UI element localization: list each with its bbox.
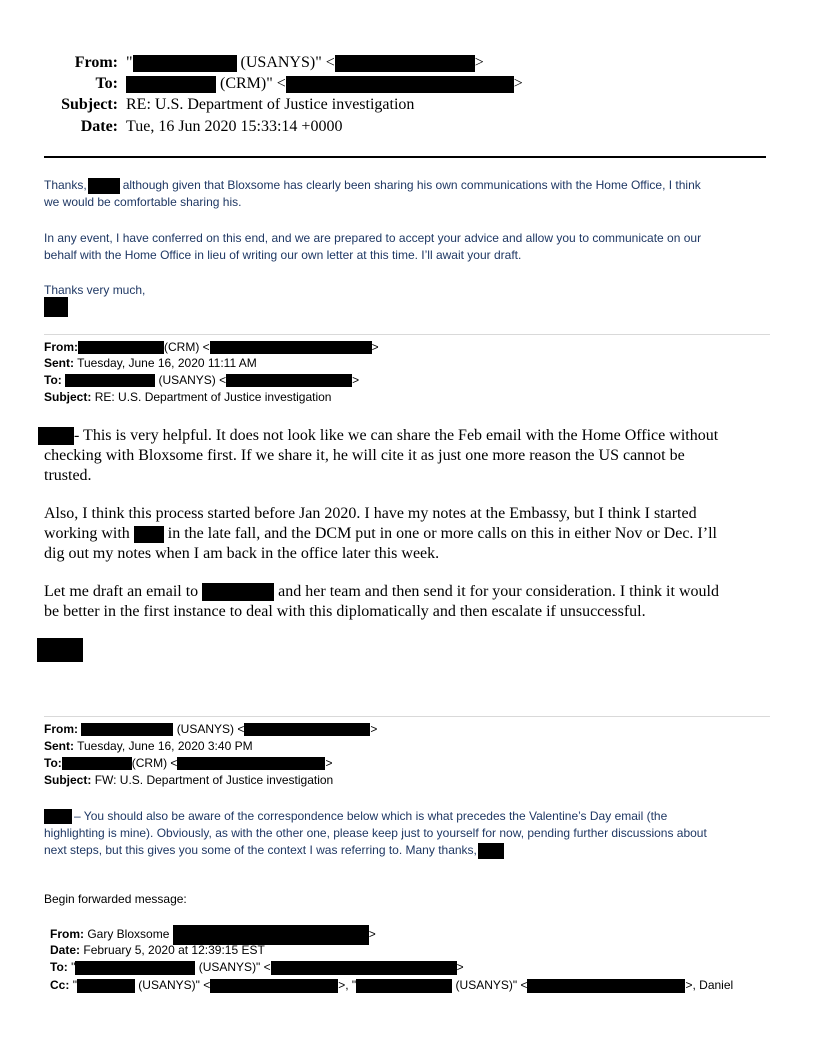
header-from-row: From: " (USANYS)" < > xyxy=(0,52,484,74)
msg2-p2-l1: Also, I think this process started before Jan 2020. I have my notes at the Embassy, but I think I started xyxy=(44,505,697,522)
reply1-closing: Thanks very much, xyxy=(44,283,146,297)
msg3-line2: highlighting is mine). Obviously, as with the other one, please keep just to yourself for now, pending further discussions about xyxy=(44,826,707,840)
reply1-para2-line1: In any event, I have conferred on this end, and we are prepared to accept your advice and allow you to communicate on our xyxy=(44,231,702,245)
redaction xyxy=(78,341,164,354)
msg3-from-row: From: (USANYS) < > xyxy=(44,722,378,736)
msg2-p2-l3: dig out my notes when I am back in the office later this week. xyxy=(44,545,440,562)
redaction xyxy=(177,757,325,770)
redaction xyxy=(75,961,195,975)
reply1-line1: Thanks, although given that Bloxsome has clearly been sharing his own communications with the Home Office, I think xyxy=(44,178,701,192)
msg2-p1-l3: trusted. xyxy=(44,467,92,484)
msg3-line1: – You should also be aware of the correspondence below which is what precedes the Valentine’s Day email (the xyxy=(44,808,667,825)
msg2-subject-row: Subject: RE: U.S. Department of Justice investigation xyxy=(44,390,332,404)
redaction xyxy=(226,374,352,387)
redaction xyxy=(271,961,457,975)
fwd-date-row: Date: February 5, 2020 at 12:39:15 EST xyxy=(50,943,265,957)
redaction xyxy=(65,374,155,387)
redaction xyxy=(134,526,164,543)
redaction xyxy=(38,427,74,445)
to-label: To: xyxy=(95,75,118,92)
forwarded-intro: Begin forwarded message: xyxy=(44,892,187,906)
signature-redaction xyxy=(37,638,83,662)
msg3-sent-row: Sent: Tuesday, June 16, 2020 3:40 PM xyxy=(44,739,253,753)
redaction xyxy=(478,843,504,859)
redaction xyxy=(286,76,514,93)
header-divider xyxy=(44,156,766,158)
redaction xyxy=(356,979,452,993)
msg3-subject-row: Subject: FW: U.S. Department of Justice investigation xyxy=(44,773,334,787)
redaction xyxy=(126,76,216,93)
msg2-p1-l1: - This is very helpful. It does not look like we can share the Feb email with the Home Office without xyxy=(38,426,718,446)
msg2-p3-l2: be better in the first instance to deal with this diplomatically and then escalate if unsuccessful. xyxy=(44,603,646,620)
redaction xyxy=(527,979,685,993)
fwd-to-row: To: " (USANYS)" < > xyxy=(50,960,464,974)
date-value: Tue, 16 Jun 2020 15:33:14 +0000 xyxy=(126,118,343,135)
msg2-p1-l2: checking with Bloxsome first. If we share it, he will cite it as just one more reason the US cannot be xyxy=(44,447,685,464)
msg2-to-row: To: (USANYS) < > xyxy=(44,373,360,387)
redaction xyxy=(335,55,475,72)
fwd-cc-row: Cc: " (USANYS)" < >, " (USANYS)" < >, Daniel xyxy=(50,978,734,992)
redaction xyxy=(77,979,135,993)
reply1-line2: we would be comfortable sharing his. xyxy=(44,195,242,209)
redaction xyxy=(133,55,237,72)
reply1-para2-line2: behalf with the Home Office in lieu of writing our own letter at this time. I’ll await your draft. xyxy=(44,248,522,262)
fwd-from-name: Gary Bloxsome xyxy=(87,927,170,942)
msg3-to-row: To: (CRM) < > xyxy=(44,756,333,770)
subject-value: RE: U.S. Department of Justice investigation xyxy=(126,96,415,113)
redaction xyxy=(81,723,173,736)
header-date-row xyxy=(0,116,342,138)
msg2-p3-l1: Let me draft an email to and her team and then send it for your consideration. I think it would xyxy=(44,583,719,600)
redaction xyxy=(210,341,372,354)
signature-redaction xyxy=(44,297,68,317)
header-subject-row xyxy=(0,94,414,116)
msg2-from-row: From: (CRM) < > xyxy=(44,340,379,354)
fwd-from-row: From: Gary Bloxsome > xyxy=(50,925,376,945)
msg3-line3: next steps, but this gives you some of the context I was referring to. Many thanks, xyxy=(44,842,504,859)
header-to-row: To: (CRM)" < > xyxy=(0,73,523,95)
message-divider xyxy=(44,334,770,335)
message-divider xyxy=(44,716,770,717)
redaction xyxy=(88,178,120,194)
from-label: From: xyxy=(74,54,118,71)
redaction xyxy=(173,925,369,945)
msg2-p2-l2: working with in the late fall, and the DCM put in one or more calls on this in either Nov or Dec. I’ll xyxy=(44,525,717,542)
date-label: Date: xyxy=(80,118,118,135)
redaction xyxy=(202,583,274,601)
msg2-sent-row: Sent: Tuesday, June 16, 2020 11:11 AM xyxy=(44,356,257,370)
redaction xyxy=(62,757,132,770)
subject-label: Subject: xyxy=(61,96,118,113)
redaction xyxy=(210,979,338,993)
redaction xyxy=(244,723,370,736)
redaction xyxy=(44,809,72,824)
